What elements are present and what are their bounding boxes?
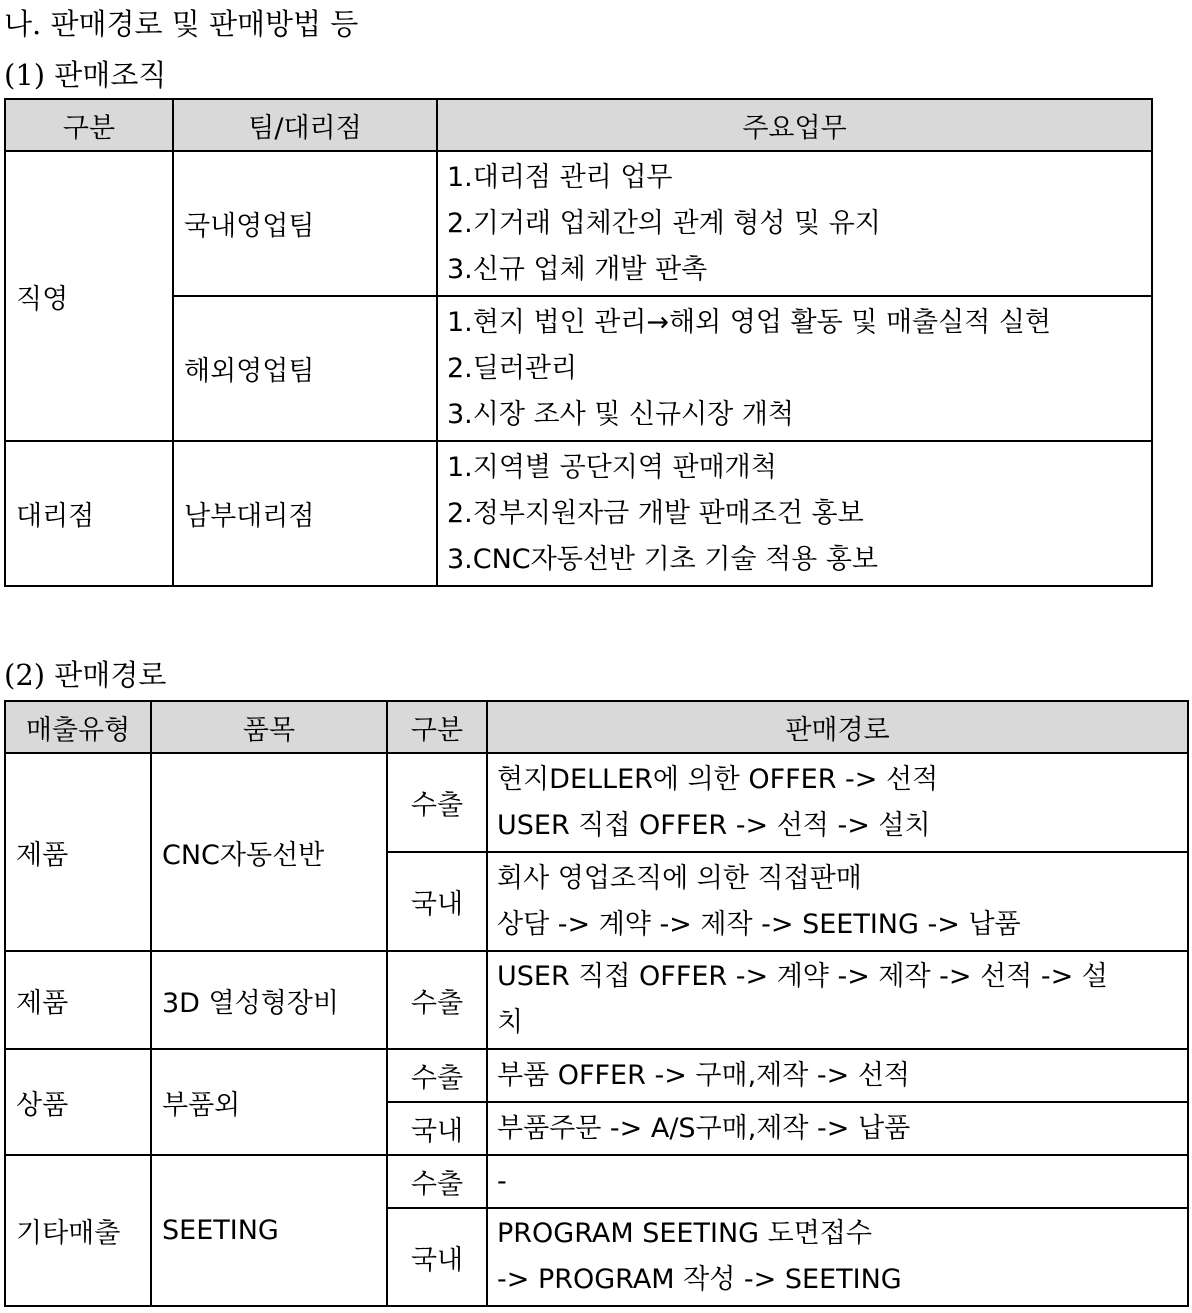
category-cell: 직영 <box>5 151 173 441</box>
duty-line: 3.시장 조사 및 신규시장 개척 <box>447 398 794 430</box>
route-cell <box>487 753 1188 852</box>
route-title: (2) 판매경로 <box>4 658 167 692</box>
route-line: 상담 -> 계약 -> 제작 -> SEETING -> 납품 <box>497 908 1021 940</box>
kind-cell: 수출 <box>387 753 487 852</box>
sales-organization-table <box>4 98 1153 587</box>
route-line: 부품 OFFER -> 구매,제작 -> 선적 <box>497 1059 911 1091</box>
route-line: PROGRAM SEETING 도면접수 <box>497 1218 872 1249</box>
category-cell: 대리점 <box>5 441 173 586</box>
item-cell: 3D 열성형장비 <box>151 951 387 1049</box>
route-line: 부품주문 -> A/S구매,제작 -> 납품 <box>497 1112 911 1144</box>
header-route: 판매경로 <box>487 701 1188 753</box>
kind-cell: 수출 <box>387 1049 487 1102</box>
duty-line: 1.현지 법인 관리→해외 영업 활동 및 매출실적 실현 <box>447 306 1052 338</box>
sales-type-cell: 기타매출 <box>5 1155 151 1306</box>
route-cell <box>487 1049 1188 1102</box>
duties-cell <box>437 296 1152 441</box>
route-line: - <box>497 1165 507 1197</box>
route-cell <box>487 1102 1188 1155</box>
header-item: 품목 <box>151 701 387 753</box>
sales-type-cell: 제품 <box>5 951 151 1049</box>
org-title: (1) 판매조직 <box>4 58 167 92</box>
item-cell: SEETING <box>151 1155 387 1306</box>
route-cell <box>487 852 1188 951</box>
duty-line: 1.대리점 관리 업무 <box>447 161 673 193</box>
kind-cell: 국내 <box>387 852 487 951</box>
duty-line: 3.CNC자동선반 기초 기술 적용 홍보 <box>447 543 878 575</box>
sales-type-cell: 상품 <box>5 1049 151 1155</box>
duty-line: 1.지역별 공단지역 판매개척 <box>447 451 777 483</box>
duties-cell <box>437 441 1152 586</box>
duties-cell <box>437 151 1152 296</box>
kind-cell: 수출 <box>387 1155 487 1208</box>
kind-cell: 국내 <box>387 1102 487 1155</box>
item-cell: 부품외 <box>151 1049 387 1155</box>
route-line: 회사 영업조직에 의한 직접판매 <box>497 862 862 894</box>
sales-type-cell: 제품 <box>5 753 151 951</box>
item-cell: CNC자동선반 <box>151 753 387 951</box>
route-line: -> PROGRAM 작성 -> SEETING <box>497 1264 902 1295</box>
header-category: 구분 <box>5 99 173 151</box>
section-title: 나. 판매경로 및 판매방법 등 <box>4 7 359 41</box>
kind-cell: 수출 <box>387 951 487 1049</box>
route-line: USER 직접 OFFER -> 선적 -> 설치 <box>497 809 931 841</box>
header-sales-type: 매출유형 <box>5 701 151 753</box>
route-line: 현지DELLER에 의한 OFFER -> 선적 <box>497 763 939 795</box>
header-kind: 구분 <box>387 701 487 753</box>
duty-line: 2.정부지원자금 개발 판매조건 홍보 <box>447 497 864 529</box>
route-line: 치 <box>497 1007 524 1038</box>
header-duties: 주요업무 <box>437 99 1152 151</box>
duty-line: 2.기거래 업체간의 관계 형성 및 유지 <box>447 207 881 239</box>
route-cell <box>487 1208 1188 1306</box>
header-team: 팀/대리점 <box>173 99 437 151</box>
team-cell: 국내영업팀 <box>173 151 437 296</box>
team-cell: 남부대리점 <box>173 441 437 586</box>
sales-route-table <box>4 700 1189 1307</box>
route-cell <box>487 1155 1188 1208</box>
duty-line: 3.신규 업체 개발 판촉 <box>447 253 708 285</box>
kind-cell: 국내 <box>387 1208 487 1306</box>
duty-line: 2.딜러관리 <box>447 352 578 384</box>
route-cell <box>487 951 1188 1049</box>
route-line: USER 직접 OFFER -> 계약 -> 제작 -> 선적 -> 설 <box>497 961 1108 992</box>
team-cell: 해외영업팀 <box>173 296 437 441</box>
